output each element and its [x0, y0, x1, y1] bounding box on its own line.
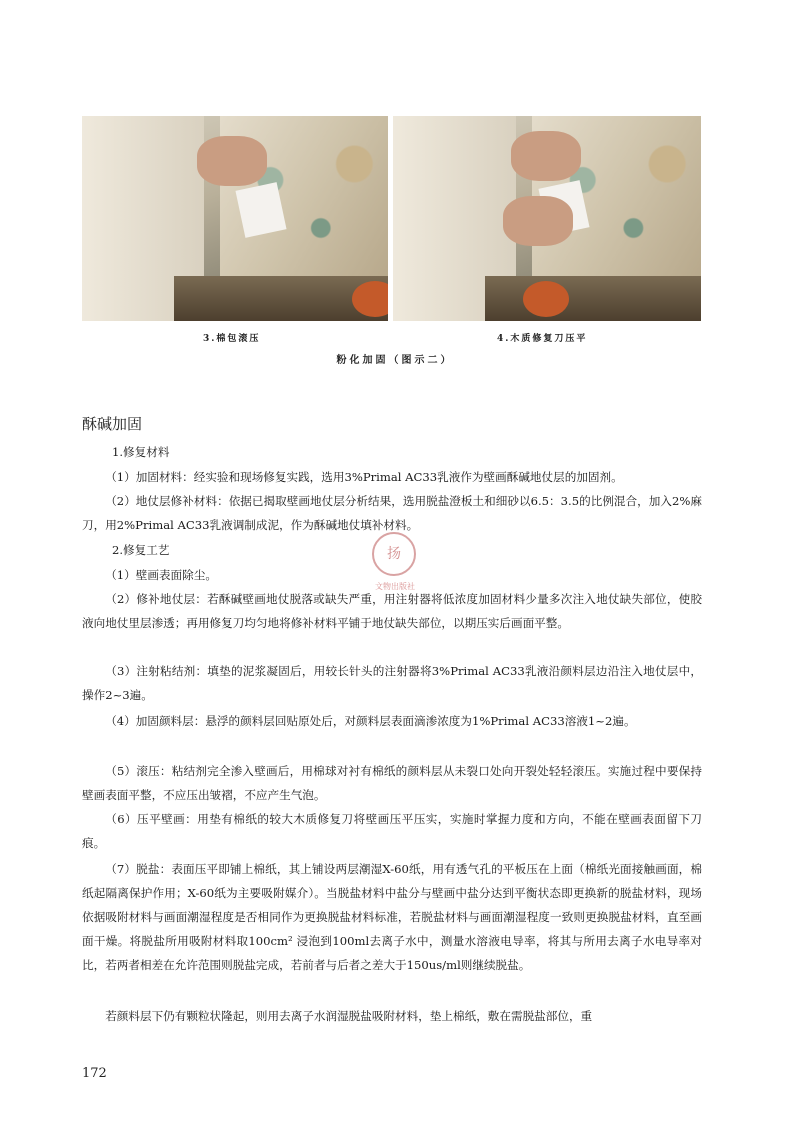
paragraph: （4）加固颜料层：悬浮的颜料层回贴原处后，对颜料层表面滴渗浓度为1%Primal AC33溶液1~2遍。 [105, 714, 636, 728]
photo-cotton-roll-pressing [82, 116, 388, 321]
paragraph: 若颜料层下仍有颗粒状隆起，则用去离子水润湿脱盐吸附材料，垫上棉纸，敷在需脱盐部位，重 [105, 1009, 593, 1023]
hand [503, 196, 573, 246]
paragraph: （1）壁画表面除尘。 [105, 568, 217, 582]
paragraph: （7）脱盐：表面压平即铺上棉纸，其上铺设两层潮湿X-60纸，用有透气孔的平板压在上面（棉纸光面接触画面，棉纸起隔离保护作用；X-60纸为主要吸附媒介）。当脱盐材料中盐分与壁画中盐分达到平衡状态即更换新的脱盐材料，现场依据吸附材料与画面潮湿程度是否相同作为更换脱盐材料标准，若脱盐材料与画面潮湿程度一致则更换脱盐材料，直至画面干燥。将脱盐所用吸附材料取100cm² 浸泡到100ml去离子水中，测量水溶液电导率，将其与所用去离子水电导率对比，若两者相差在允许范围则脱盐完成，若前者与后者之差大于150us/ml则继续脱盐。 [82, 862, 702, 972]
workbench [485, 276, 701, 321]
subheading: 2.修复工艺 [112, 543, 170, 557]
paragraph: （3）注射粘结剂：填垫的泥浆凝固后，用较长针头的注射器将3%Primal AC33乳液沿颜料层边沿注入地仗层中，操作2~3遍。 [82, 664, 702, 702]
paragraph: （6）压平壁画：用垫有棉纸的较大木质修复刀将壁画压平压实，实施时掌握力度和方向，不能在壁画表面留下刀痕。 [82, 812, 702, 850]
subheading: 1.修复材料 [112, 445, 170, 459]
air-bulb [523, 281, 569, 317]
paragraph: （2）修补地仗层：若酥碱壁画地仗脱落或缺失严重，用注射器将低浓度加固材料少量多次注入地仗缺失部位，使胶液向地仗里层渗透；再用修复刀均匀地将修补材料平铺于地仗缺失部位，以期压实后画面平整。 [82, 592, 702, 630]
watermark-text: 文物出版社 [375, 582, 415, 591]
paragraph: （5）滚压：粘结剂完全渗入壁画后，用棉球对衬有棉纸的颜料层从未裂口处向开裂处轻轻滚压。实施过程中要保持壁画表面平整，不应压出皱褶，不应产生气泡。 [82, 764, 702, 802]
publisher-seal-icon: 扬 [372, 532, 416, 576]
paragraph: （1）加固材料：经实验和现场修复实践，选用3%Primal AC33乳液作为壁画酥碱地仗层的加固剂。 [105, 470, 623, 484]
paragraph: （2）地仗层修补材料：依据已揭取壁画地仗层分析结果，选用脱盐澄板土和细砂以6.5：3.5的比例混合，加入2%麻刀，用2%Primal AC33乳液调制成泥，作为酥碱地仗填补材料。 [82, 494, 702, 532]
photo-wooden-knife-flattening [393, 116, 701, 321]
page-number: 172 [82, 1066, 107, 1081]
figure-caption-right: 4.木质修复刀压平 [497, 334, 588, 344]
hand [197, 136, 267, 186]
figure-caption-left: 3.棉包滚压 [203, 334, 261, 344]
figure-group-title: 粉化加固（图示二） [336, 355, 454, 366]
section-title: 酥碱加固 [82, 415, 143, 433]
hand [511, 131, 581, 181]
